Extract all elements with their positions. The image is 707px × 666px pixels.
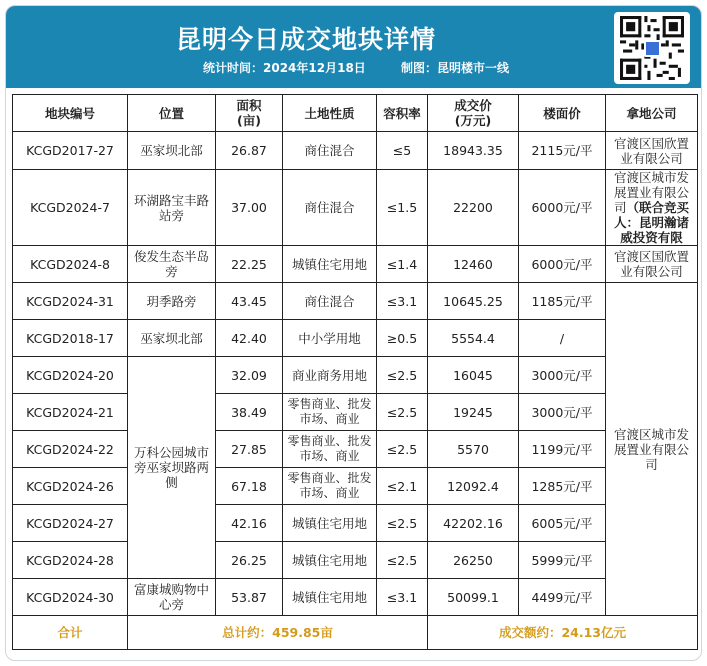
table-row — [13, 283, 698, 320]
cell-price: 5554.4 — [428, 320, 519, 357]
cell-price: 26250 — [428, 542, 519, 579]
cell-nature: 中小学用地 — [283, 320, 377, 357]
cell-price: 18943.35 — [428, 132, 519, 170]
cell-floor-price: 5999元/平 — [519, 542, 606, 579]
stat-time: 统计时间：2024年12月18日 — [203, 61, 366, 75]
col-header-area-line2: (亩) — [237, 113, 261, 128]
cell-floor-price: 6000元/平 — [519, 246, 606, 283]
cell-far: ≤2.5 — [377, 394, 428, 431]
maker-credit: 制图：昆明楼市一线 — [401, 61, 510, 75]
col-header-area — [216, 95, 283, 132]
cell-nature: 城镇住宅用地 — [283, 246, 377, 283]
cell-far: ≤2.5 — [377, 505, 428, 542]
cell-area: 26.25 — [216, 542, 283, 579]
cell-price: 19245 — [428, 394, 519, 431]
cell-far: ≤1.4 — [377, 246, 428, 283]
cell-location: 巫家坝北部 — [128, 320, 216, 357]
cell-nature: 商住混合 — [283, 283, 377, 320]
col-header-code: 地块编号 — [13, 95, 128, 132]
col-header-nature: 土地性质 — [283, 95, 377, 132]
col-header-area-line1: 面积 — [236, 98, 262, 113]
cell-location: 富康城购物中心旁 — [128, 579, 216, 616]
cell-price: 10645.25 — [428, 283, 519, 320]
cell-company: 官渡区国欣置业有限公司 — [606, 246, 698, 283]
cell-price: 5570 — [428, 431, 519, 468]
col-header-far: 容积率 — [377, 95, 428, 132]
cell-location: 俊发生态半岛旁 — [128, 246, 216, 283]
cell-floor-price: 1285元/平 — [519, 468, 606, 505]
col-header-price — [428, 95, 519, 132]
cell-price: 42202.16 — [428, 505, 519, 542]
cell-price: 16045 — [428, 357, 519, 394]
total-label: 合计 — [13, 616, 128, 650]
cell-code: KCGD2018-17 — [13, 320, 128, 357]
cell-floor-price: 3000元/平 — [519, 357, 606, 394]
land-deal-table — [12, 94, 698, 650]
cell-price: 12460 — [428, 246, 519, 283]
cell-location-merged: 万科公园城市旁巫家坝路两侧 — [128, 357, 216, 579]
total-amount: 成交额约：24.13亿元 — [428, 616, 698, 650]
cell-area: 32.09 — [216, 357, 283, 394]
cell-price: 50099.1 — [428, 579, 519, 616]
total-area: 总计约：459.85亩 — [128, 616, 428, 650]
cell-floor-price: 4499元/平 — [519, 579, 606, 616]
cell-company: 官渡区国欣置业有限公司 — [606, 132, 698, 170]
cell-area: 37.00 — [216, 170, 283, 246]
cell-far: ≤3.1 — [377, 579, 428, 616]
table-row — [13, 246, 698, 283]
table-row — [13, 542, 698, 579]
joint-bidder: （联合竞买人：昆明瀚诸威投资有限 — [613, 200, 690, 245]
cell-far: ≤2.5 — [377, 542, 428, 579]
cell-area: 42.16 — [216, 505, 283, 542]
table-row — [13, 170, 698, 246]
cell-nature: 商业商务用地 — [283, 357, 377, 394]
cell-code: KCGD2024-28 — [13, 542, 128, 579]
cell-floor-price: 3000元/平 — [519, 394, 606, 431]
total-row — [13, 616, 698, 650]
col-header-location: 位置 — [128, 95, 216, 132]
cell-far: ≤1.5 — [377, 170, 428, 246]
cell-far: ≤3.1 — [377, 283, 428, 320]
cell-code: KCGD2017-27 — [13, 132, 128, 170]
cell-company — [606, 170, 698, 246]
qr-center-logo — [644, 40, 661, 57]
col-header-company: 拿地公司 — [606, 95, 698, 132]
cell-floor-price: 2115元/平 — [519, 132, 606, 170]
cell-code: KCGD2024-8 — [13, 246, 128, 283]
cell-far: ≤2.5 — [377, 431, 428, 468]
table-row — [13, 320, 698, 357]
cell-nature: 零售商业、批发市场、商业 — [283, 394, 377, 431]
cell-price: 22200 — [428, 170, 519, 246]
header-banner — [6, 6, 702, 88]
cell-code: KCGD2024-20 — [13, 357, 128, 394]
cell-code: KCGD2024-7 — [13, 170, 128, 246]
col-header-floor-price: 楼面价 — [519, 95, 606, 132]
cell-company-merged: 官渡区城市发展置业有限公司 — [606, 283, 698, 616]
cell-floor-price: 6000元/平 — [519, 170, 606, 246]
cell-far: ≥0.5 — [377, 320, 428, 357]
cell-area: 43.45 — [216, 283, 283, 320]
cell-area: 42.40 — [216, 320, 283, 357]
cell-floor-price: 1185元/平 — [519, 283, 606, 320]
cell-code: KCGD2024-21 — [13, 394, 128, 431]
cell-area: 38.49 — [216, 394, 283, 431]
table-row — [13, 357, 698, 394]
cell-nature: 城镇住宅用地 — [283, 505, 377, 542]
table-row — [13, 468, 698, 505]
cell-nature: 城镇住宅用地 — [283, 579, 377, 616]
cell-area: 26.87 — [216, 132, 283, 170]
table-row — [13, 431, 698, 468]
cell-floor-price: / — [519, 320, 606, 357]
cell-code: KCGD2024-22 — [13, 431, 128, 468]
cell-far: ≤5 — [377, 132, 428, 170]
table-row — [13, 505, 698, 542]
company-name: 官渡区城市发展置业有限公司 — [613, 170, 689, 215]
col-header-price-line1: 成交价 — [454, 98, 492, 113]
cell-area: 27.85 — [216, 431, 283, 468]
cell-code: KCGD2024-26 — [13, 468, 128, 505]
col-header-price-line2: (万元) — [454, 113, 492, 128]
cell-location: 环湖路宝丰路站旁 — [128, 170, 216, 246]
cell-price: 12092.4 — [428, 468, 519, 505]
cell-nature: 商住混合 — [283, 132, 377, 170]
cell-code: KCGD2024-27 — [13, 505, 128, 542]
table-row — [13, 579, 698, 616]
cell-far: ≤2.1 — [377, 468, 428, 505]
qr-code-icon — [614, 12, 690, 84]
cell-nature: 零售商业、批发市场、商业 — [283, 468, 377, 505]
table-row — [13, 394, 698, 431]
cell-nature: 商住混合 — [283, 170, 377, 246]
table-header-row — [13, 95, 698, 132]
cell-area: 67.18 — [216, 468, 283, 505]
cell-far: ≤2.5 — [377, 357, 428, 394]
page-title: 昆明今日成交地块详情 — [175, 25, 436, 54]
cell-floor-price: 6005元/平 — [519, 505, 606, 542]
table-row — [13, 132, 698, 170]
land-deal-card — [5, 5, 702, 661]
cell-code: KCGD2024-31 — [13, 283, 128, 320]
cell-nature: 城镇住宅用地 — [283, 542, 377, 579]
cell-area: 22.25 — [216, 246, 283, 283]
cell-code: KCGD2024-30 — [13, 579, 128, 616]
cell-area: 53.87 — [216, 579, 283, 616]
cell-floor-price: 1199元/平 — [519, 431, 606, 468]
cell-nature: 零售商业、批发市场、商业 — [283, 431, 377, 468]
cell-location: 玥季路旁 — [128, 283, 216, 320]
cell-location: 巫家坝北部 — [128, 132, 216, 170]
